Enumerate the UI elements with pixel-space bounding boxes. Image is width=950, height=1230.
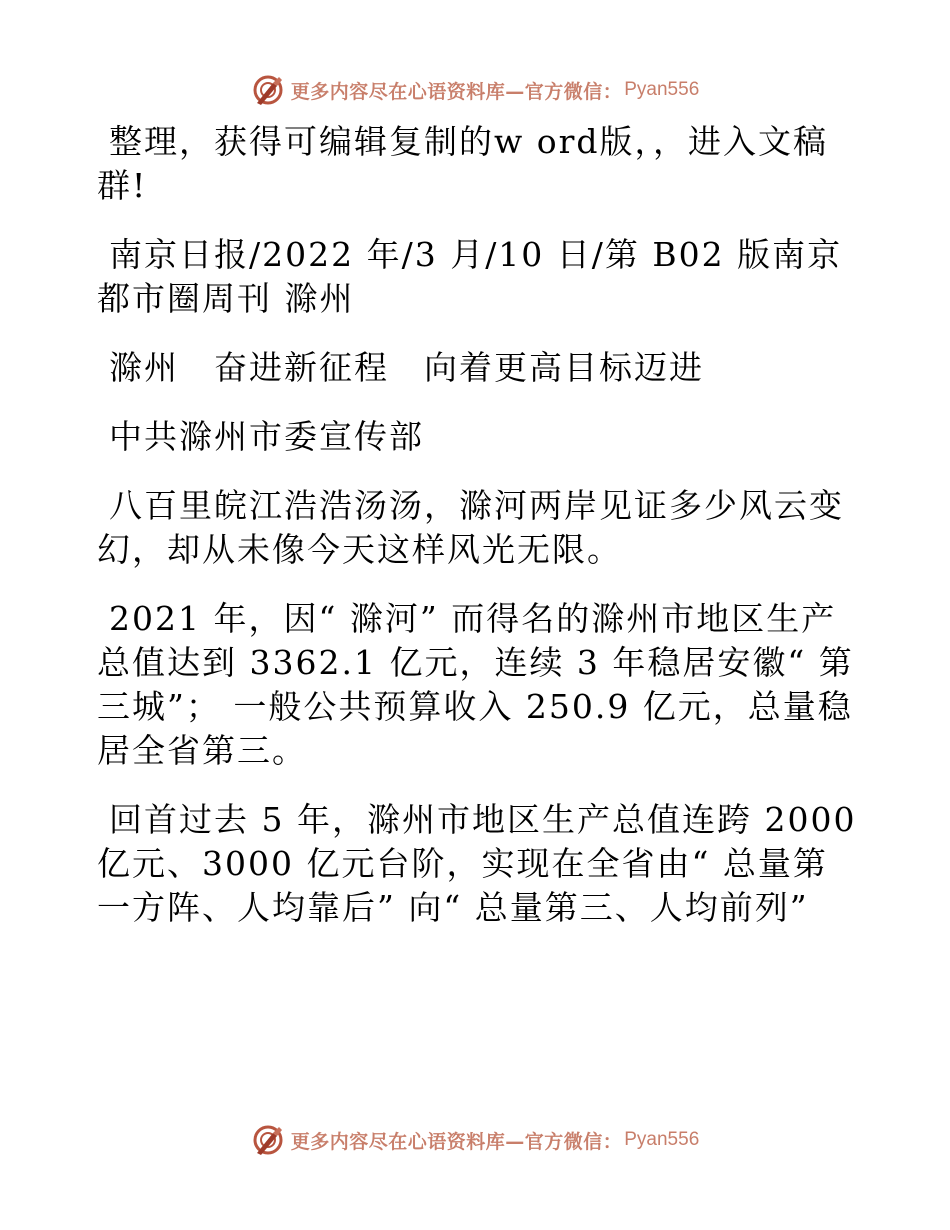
footer-watermark-banner: [0, 1120, 950, 1160]
header-watermark-banner: [0, 70, 950, 110]
document-body: [97, 120, 857, 955]
article-title: 滁州 奋进新征程 向着更高目标迈进: [109, 348, 704, 387]
pen-circle-icon: [251, 73, 285, 107]
paragraph-source-line: 南京日报/2022 年/3 月/10 日/第 B02 版南京都市圈周刊 滁州: [97, 235, 843, 318]
paragraph-body-3: 回首过去 5 年，滁州市地区生产总值连跨 2000 亿元、3000 亿元台阶，实现在全省由“ 总量第一方阵、人均靠后” 向“ 总量第三、人均前列”: [97, 800, 857, 927]
paragraph-body-2: 2021 年，因“ 滁河” 而得名的滁州市地区生产总值达到 3362.1 亿元，连续 3 年稳居安徽“ 第三城”； 一般公共预算收入 250.9 亿元，总量稳居全省第三。: [97, 599, 854, 770]
paragraph-body-1: 八百里皖江浩浩汤汤，滁河两岸见证多少风云变幻，却从未像今天这样风光无限。: [97, 486, 844, 569]
pen-circle-icon: [251, 1123, 285, 1157]
watermark-wechat-handle: Pyan556: [624, 79, 700, 100]
watermark-wechat-handle: Pyan556: [624, 1129, 700, 1150]
article-author: 中共滁州市委宣传部: [109, 417, 424, 456]
watermark-text: 更多内容尽在心语资料库—官方微信：: [290, 1130, 623, 1153]
watermark-text: 更多内容尽在心语资料库—官方微信：: [290, 80, 623, 103]
paragraph-intro-note: 整理，获得可编辑复制的w ord版，，进入文稿群!: [97, 122, 829, 205]
